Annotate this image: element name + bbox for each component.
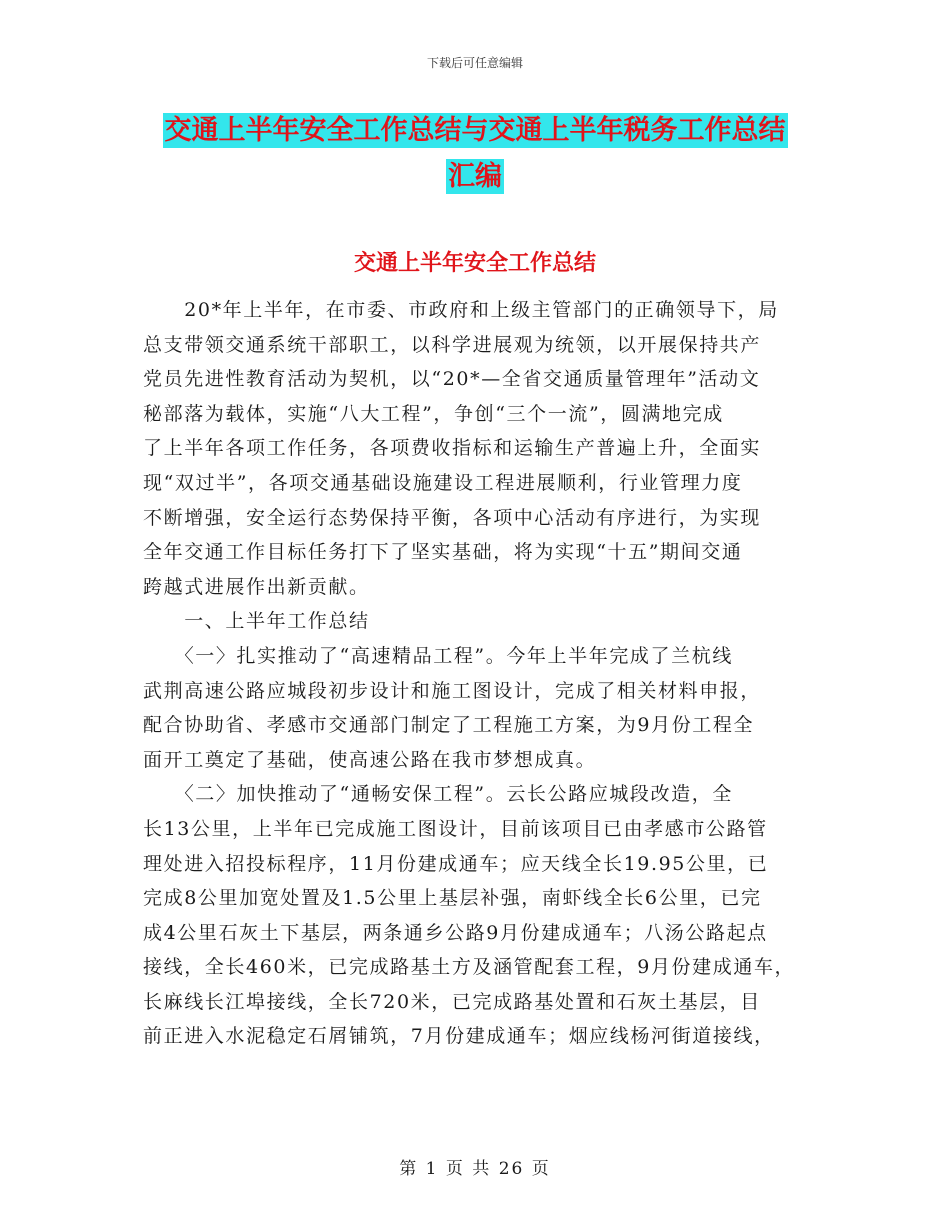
- body-line: 〈一〉扎实推动了“高速精品工程”。今年上半年完成了兰杭线: [143, 644, 733, 667]
- body-line: 20*年上半年，在市委、市政府和上级主管部门的正确领导下，局: [143, 299, 779, 321]
- section-title: 交通上半年安全工作总结: [353, 251, 596, 276]
- body-line: 长麻线长江埠接线，全长720米，已完成路基处置和石灰土基层，目: [143, 990, 761, 1013]
- body-line: 前正进入水泥稳定石屑铺筑，7月份建成通车；烟应线杨河街道接线，: [143, 1025, 775, 1048]
- body-line: 一、上半年工作总结: [143, 610, 370, 633]
- body-line: 全年交通工作目标任务打下了坚实基础，将为实现“十五”期间交通: [143, 541, 743, 564]
- body-line: 配合协助省、孝感市交通部门制定了工程施工方案，为9月份工程全: [143, 714, 755, 737]
- body-line: 〈二〉加快推动了“通畅安保工程”。云长公路应城段改造，全: [143, 783, 733, 806]
- body-line: 长13公里，上半年已完成施工图设计，目前该项目已由孝感市公路管: [143, 817, 768, 840]
- body-line: 党员先进性教育活动为契机，以“20*—全省交通质量管理年”活动文: [143, 368, 761, 391]
- body-line: 秘部落为载体，实施“八大工程”，争创“三个一流”，圆满地完成: [143, 402, 724, 425]
- body-line: 面开工奠定了基础，使高速公路在我市梦想成真。: [143, 748, 597, 771]
- body-text: [143, 293, 823, 1054]
- header-note: 下载后可任意编辑: [426, 56, 523, 70]
- document-title-line2: 汇编: [448, 161, 502, 192]
- body-line: 理处进入招投标程序，11月份建成通车；应天线全长19.95公里，已: [143, 852, 769, 875]
- body-line: 接线，全长460米，已完成路基土方及涵管配套工程，9月份建成通车，: [143, 956, 796, 979]
- body-line: 成4公里石灰土下基层，两条通乡公路9月份建成通车；八汤公路起点: [143, 921, 768, 944]
- body-line: 总支带领交通系统干部职工，以科学进展观为统领，以开展保持共产: [143, 333, 762, 356]
- body-line: 不断增强，安全运行态势保持平衡，各项中心活动有序进行，为实现: [143, 506, 762, 529]
- body-line: 武荆高速公路应城段初步设计和施工图设计，完成了相关材料申报，: [143, 679, 762, 702]
- body-line: 了上半年各项工作任务，各项费收指标和运输生产普遍上升，全面实: [143, 437, 762, 460]
- page-footer: 第 1 页 共 26 页: [399, 1159, 551, 1179]
- document-title-line1: 交通上半年安全工作总结与交通上半年税务工作总结: [164, 115, 786, 146]
- body-line: 现“双过半”，各项交通基础设施建设工程进展顺利，行业管理力度: [143, 471, 743, 494]
- body-line: 跨越式进展作出新贡献。: [143, 575, 370, 598]
- body-line: 完成8公里加宽处置及1.5公里上基层补强，南虾线全长6公里，已完: [143, 887, 762, 910]
- document-title: [0, 108, 950, 200]
